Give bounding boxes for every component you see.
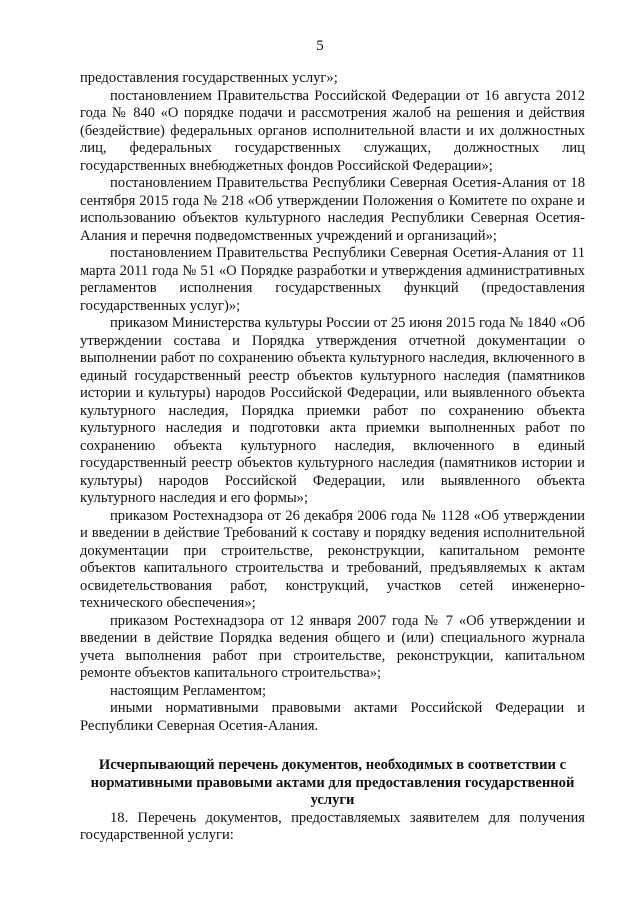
section-heading: Исчерпывающий перечень документов, необходимых в соответствии с нормативными правовыми актами для предоставления государственной услуги <box>90 757 575 808</box>
paragraph-regulation: настоящим Регламентом; <box>110 682 267 699</box>
paragraph-decree-51: постановлением Правительства Республики Северная Осетия-Алания от 11 марта 2011 года № 51 «О Порядке разработки и утверждения административных регламентов исполнения государственных функций (предоставления государственных услуг)»; <box>80 245 585 314</box>
paragraph-order-1128: приказом Ростехнадзора от 26 декабря 2006 года № 1128 «Об утверждении и введении в действие Требований к составу и порядку ведения исполнительной документации при строительстве, реконструкции, капитальном ремонте объектов капитального строительства и требований, предъявляемых к актам освидетельствования работ, конструкций, участков сетей инженерно-технического обеспечения»; <box>80 507 585 611</box>
paragraph-decree-840: постановлением Правительства Российской Федерации от 16 августа 2012 года № 840 «О порядке подачи и рассмотрения жалоб на решения и действия (бездействие) федеральных органов исполнительной власти и их должностных лиц, федеральных государственных служащих, должностных лиц государственных внебюджетных фондов Российской Федерации»; <box>80 87 585 174</box>
page-number: 5 <box>316 38 324 54</box>
paragraph-section-18: 18. Перечень документов, предоставляемых заявителем для получения государственной услуги: <box>80 809 585 843</box>
paragraph-order-1840: приказом Министерства культуры России от 25 июня 2015 года № 1840 «Об утверждении состава и Порядка утверждения отчетной документации о выполнении работ по сохранению объекта культурного наследия, включенного в единый государственный реестр объектов культурного наследия (памятников истории и культуры) народов Российской Федерации, или выявленного объекта культурного наследия, Порядка приемки работ по сохранению объекта культурного наследия и подготовки акта приемки выполненных работ по сохранению объекта культурного наследия, включенного в единый государственный реестр объектов культурного наследия (памятников истории и культуры) народов Российской Федерации, или выявленного объекта культурного наследия и его формы»; <box>80 315 585 506</box>
paragraph-decree-218: постановлением Правительства Республики Северная Осетия-Алания от 18 сентября 2015 года № 218 «Об утверждении Положения о Комитете по охране и использованию объектов культурного наследия Республики Северная Осетия-Алания и перечня подведомственных учреждений и организаций»; <box>80 175 585 244</box>
paragraph-continuation: предоставления государственных услуг»; <box>80 70 338 86</box>
paragraph-order-7: приказом Ростехнадзора от 12 января 2007 года № 7 «Об утверждении и введении в действие Порядка ведения общего и (или) специального журнала учета выполнения работ при строительстве, реконструкции, капитальном ремонте объектов капитального строительства»; <box>80 612 585 681</box>
paragraph-other-acts: иными нормативными правовыми актами Российской Федерации и Республики Северная Осетия-Алания. <box>80 700 585 734</box>
document-body <box>80 70 585 845</box>
